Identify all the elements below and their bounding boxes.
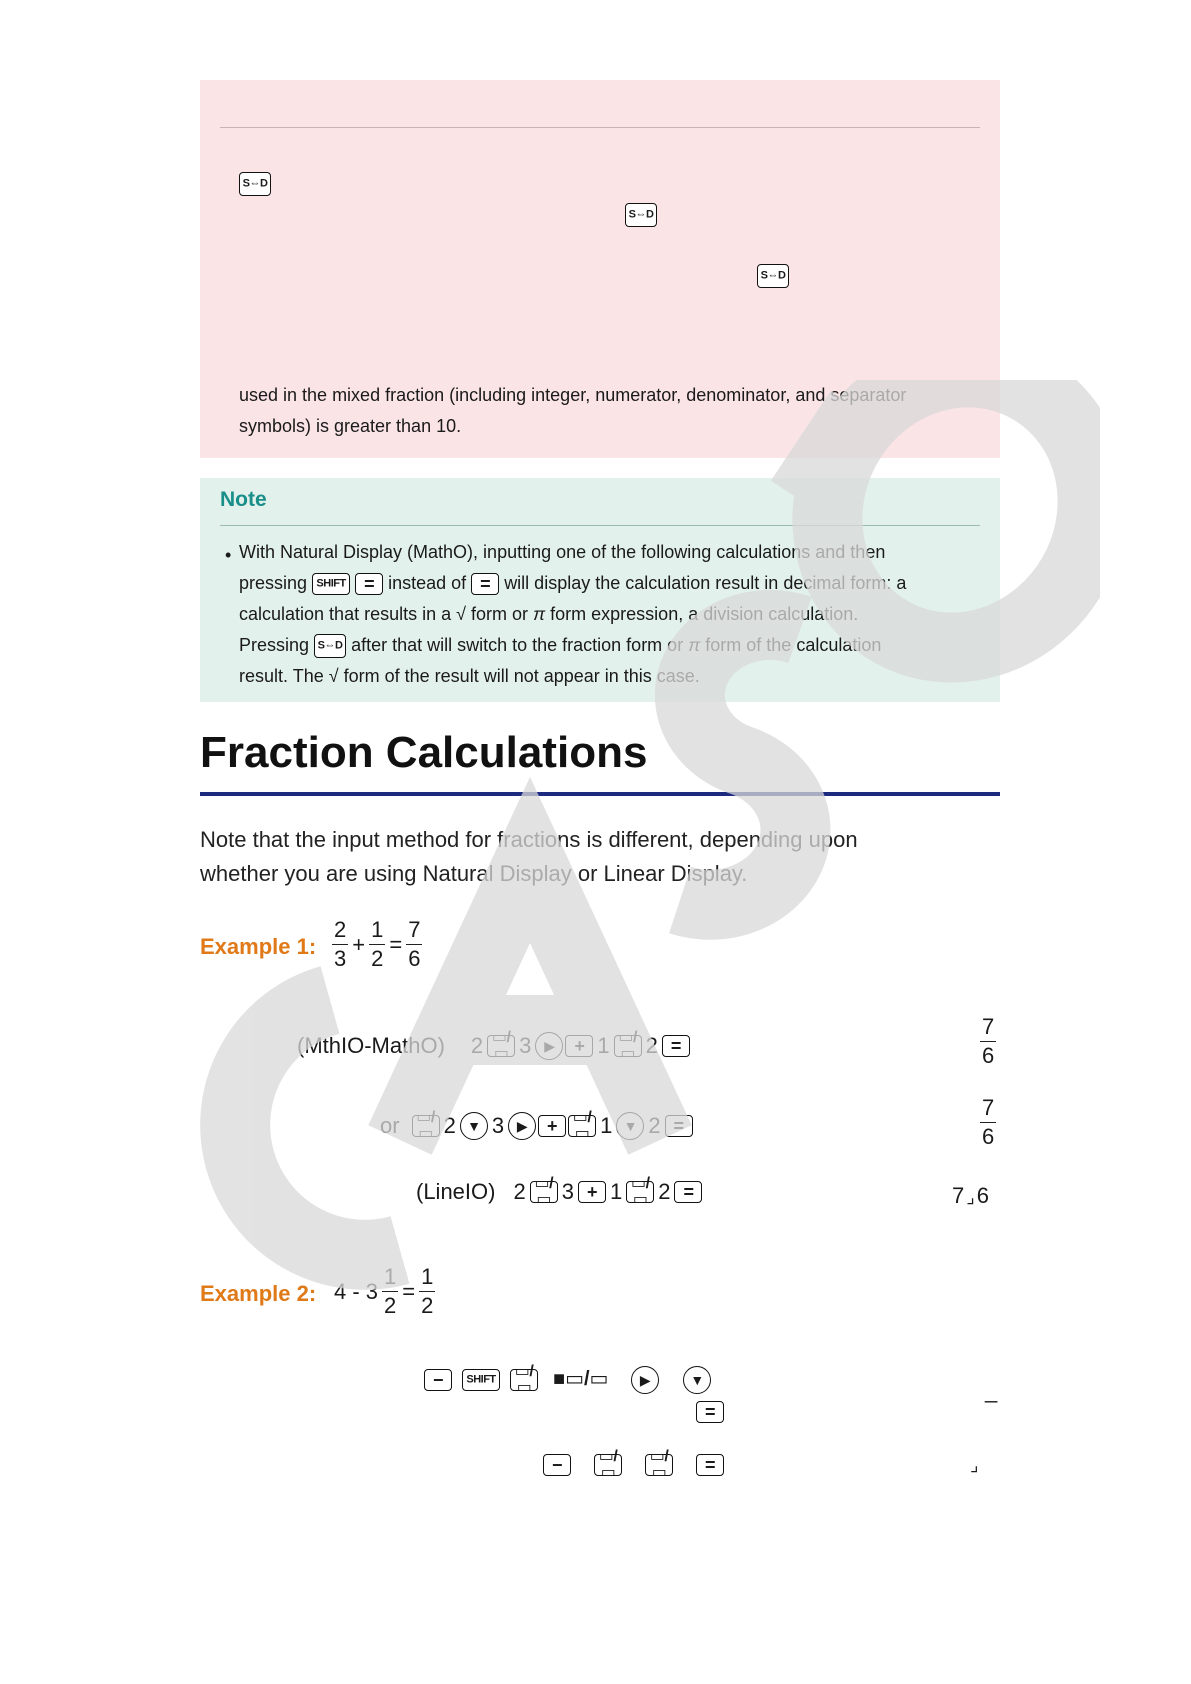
equals-key-icon: = [674, 1181, 702, 1203]
example-1-expression: $\frac{2}{3}$ + $\frac{1}{2}$ = $\frac{7}{6}$ [334, 917, 421, 971]
title-underline [200, 792, 1000, 796]
equals-key-icon: = [471, 573, 499, 595]
note-line: pressing SHIFT = instead of = will display the calculation result in decimal form: a [239, 573, 907, 595]
plus-key-icon: + [578, 1181, 606, 1203]
shift-key-icon: SHIFT [312, 573, 350, 595]
fraction-key-icon: ▭/▭ [626, 1181, 654, 1203]
right-arrow-key-icon: ▶ [508, 1112, 536, 1140]
down-arrow-key-icon: ▼ [460, 1112, 488, 1140]
pi-symbol: π [533, 604, 546, 624]
equals-key-icon: = [662, 1035, 690, 1057]
sqrt-symbol: √ [328, 666, 339, 686]
example-1-label: Example 1: [200, 934, 317, 959]
note-heading: Note [220, 488, 267, 511]
key-sequence-row: or ▭/▭ 2 ▼ 3 ▶ + ▭/▭ 1 ▼ 2 = [378, 1112, 693, 1140]
right-arrow-key-icon: ▶ [631, 1366, 659, 1394]
sd-key-icon: S⇔D [314, 634, 346, 658]
caution-divider [220, 127, 980, 128]
note-divider [220, 525, 980, 526]
page-title: Fraction Calculations [200, 728, 648, 777]
note-body [239, 537, 984, 692]
fraction-key-icon: ▭/▭ [412, 1115, 440, 1137]
note-line: result. The √ form of the result will not appear in this case. [239, 666, 700, 686]
result-display: $\frac{7}{6}$ [982, 1095, 995, 1149]
sd-key-icon: S⇔D [757, 264, 789, 288]
fraction-key-icon: ▭/▭ [568, 1115, 596, 1137]
fraction-key-icon: ▭/▭ [614, 1035, 642, 1057]
key-sequence-row: (MthIO-MathO) 2 ▭/▭ 3 ▶ + 1 ▭/▭ 2 = [295, 1032, 690, 1060]
caution-text [239, 380, 959, 442]
fraction-key-icon: ▭/▭ [530, 1181, 558, 1203]
shift-key-icon: SHIFT [462, 1369, 500, 1391]
fraction-key-icon: ▭/▭ [645, 1454, 673, 1476]
note-line: calculation that results in a √ form or π form expression, a division calculation. [239, 604, 859, 624]
key-sequence-row: (LineIO) 2 ▭/▭ 3 + 1 ▭/▭ 2 = [414, 1179, 702, 1205]
mode-label: (LineIO) [416, 1179, 496, 1204]
fraction-key-icon: ▭/▭ [487, 1035, 515, 1057]
note-box [200, 478, 1000, 702]
note-line: Pressing S⇔D after that will switch to the fraction form or π form of the calculation [239, 630, 984, 661]
caution-line: symbols) is greater than 10. [239, 416, 462, 436]
down-arrow-key-icon: ▼ [616, 1112, 644, 1140]
intro-paragraph: Note that the input method for fractions is different, depending upon whether you are using Natural Display or Linear Display. [200, 827, 858, 886]
minus-key-icon: − [543, 1454, 571, 1476]
plus-key-icon: + [565, 1035, 593, 1057]
pi-symbol: π [688, 635, 701, 655]
equals-key-icon: = [665, 1115, 693, 1137]
down-arrow-key-icon: ▼ [683, 1366, 711, 1394]
mode-label: (MthIO-MathO) [297, 1033, 445, 1058]
sqrt-symbol: √ [456, 604, 467, 624]
fraction-key-icon: ▭/▭ [594, 1454, 622, 1476]
result-display: ⌟ [970, 1455, 979, 1475]
minus-key-icon: − [424, 1369, 452, 1391]
result-display: _ [985, 1378, 998, 1403]
example-2-label: Example 2: [200, 1281, 317, 1306]
right-arrow-key-icon: ▶ [535, 1032, 563, 1060]
plus-key-icon: + [538, 1115, 566, 1137]
equals-key-icon: = [696, 1454, 724, 1476]
caution-box [200, 80, 1000, 458]
sd-key-icon: S⇔D [625, 203, 657, 227]
equals-key-icon: = [696, 1401, 724, 1423]
result-display: $\frac{7}{6}$ [982, 1014, 995, 1068]
note-line: With Natural Display (MathO), inputting one of the following calculations and then [239, 542, 886, 562]
mixed-fraction-icon: ■▭/▭ [553, 1368, 609, 1390]
bullet-mark: • [225, 545, 232, 565]
fraction-key-icon: ▭/▭ [510, 1369, 538, 1391]
sd-key-icon: S⇔D [239, 172, 271, 196]
example-2-expression: 4 - 3 $\frac{1}{2}$ = $\frac{1}{2}$ [334, 1264, 434, 1318]
caution-line: used in the mixed fraction (including integer, numerator, denominator, and separator [239, 385, 907, 405]
result-display: 7 ⌟6 [952, 1183, 989, 1208]
equals-key-icon: = [355, 573, 383, 595]
